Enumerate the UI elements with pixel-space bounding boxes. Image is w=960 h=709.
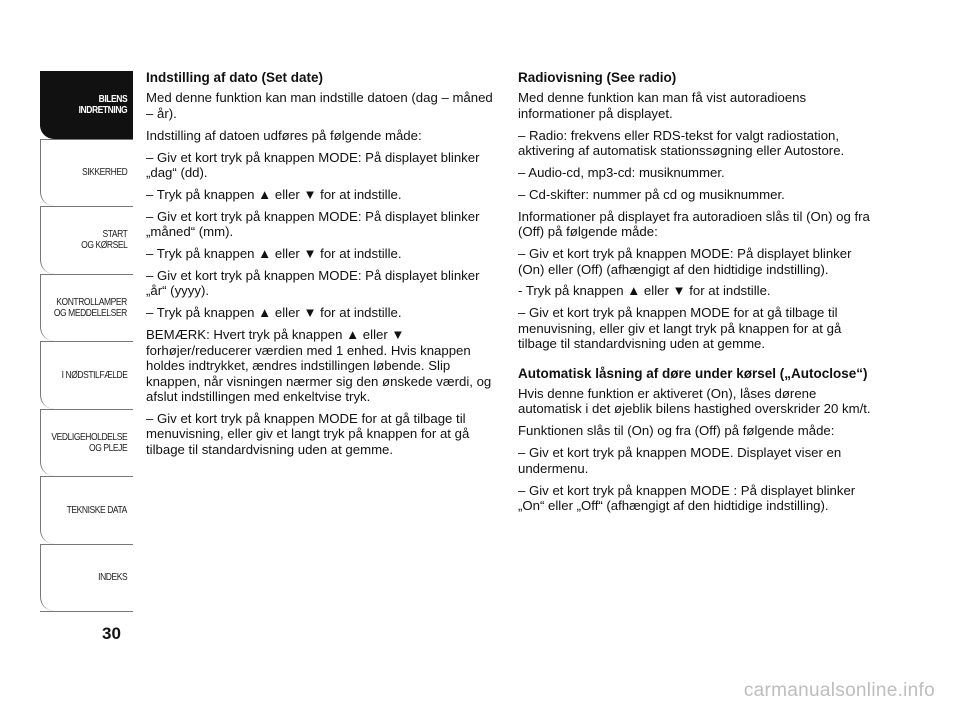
right-column	[518, 70, 874, 520]
section-heading-set-date: Indstilling af dato (Set date)	[146, 70, 324, 85]
paragraph: – Cd-skifter: nummer på cd og musiknummer.	[518, 186, 785, 202]
tab-start-og-korsel[interactable]	[40, 206, 133, 274]
tab-label: INDEKS	[97, 572, 127, 584]
paragraph: – Giv et kort tryk på knappen MODE for at gå tilbage til menuvisning, eller giv et langt tryk på knappen for at gå tilbage til standardvisning uden at gemme.	[518, 305, 842, 352]
tab-label: TEKNISKE DATA	[66, 504, 127, 516]
paragraph: – Giv et kort tryk på knappen MODE: På displayet blinker (On) eller (Off) (afhængigt af den hidtidige indstilling).	[518, 246, 852, 277]
paragraph: – Giv et kort tryk på knappen MODE: På displayet blinker „måned“ (mm).	[146, 208, 480, 240]
watermark: carmanualsonline.info	[743, 680, 935, 701]
paragraph: – Giv et kort tryk på knappen MODE : På displayet blinker „On“ eller „Off“ (afhængigt af den hidtidige indstilling).	[518, 482, 856, 513]
page-number: 30	[102, 624, 121, 643]
tab-bilens-indretning[interactable]	[40, 71, 133, 139]
paragraph: Med denne funktion kan man få vist autoradioens informationer på displayet.	[518, 90, 807, 121]
left-column	[146, 70, 498, 464]
paragraph: Funktionen slås til (On) og fra (Off) på følgende måde:	[518, 423, 835, 439]
paragraph: – Giv et kort tryk på knappen MODE for at gå tilbage til menuvisning, eller giv et langt tryk på knappen for at gå tilbage til standardvisning uden at gemme.	[146, 410, 470, 457]
paragraph: Informationer på displayet fra autoradioen slås til (On) og fra (Off) på følgende måde:	[518, 208, 870, 240]
paragraph: - Tryk på knappen ▲ eller ▼ for at indstille.	[518, 283, 771, 299]
tab-label: START OG KØRSEL	[80, 229, 127, 252]
paragraph: Med denne funktion kan man indstille datoen (dag – måned – år).	[146, 90, 493, 121]
tab-label: KONTROLLAMPER OG MEDDELELSER	[54, 296, 127, 319]
note-paragraph: BEMÆRK: Hvert tryk på knappen ▲ eller ▼ forhøjer/reducerer værdien med 1 enhed. Hvis knappen holdes indtrykket, ændres indstillingen løbende. Slip knappen, når visningen nærmer sig den ønskede værdi, og afslut indstillingen med enkeltvise tryk.	[146, 327, 492, 404]
section-heading-see-radio: Radiovisning (See radio)	[518, 70, 677, 85]
paragraph: Hvis denne funktion er aktiveret (On), låses dørene automatisk i det øjeblik bilens hastighed overskrider 20 km/t.	[518, 386, 871, 417]
tab-vedligeholdelse[interactable]	[40, 409, 133, 477]
tab-tekniske-data[interactable]	[40, 476, 133, 544]
paragraph: Indstilling af datoen udføres på følgende måde:	[146, 127, 422, 143]
tab-label: SIKKERHED	[81, 167, 127, 179]
tab-label: VEDLIGEHOLDELSE OG PLEJE	[51, 431, 127, 454]
tab-sikkerhed[interactable]	[40, 139, 133, 207]
paragraph: – Audio-cd, mp3-cd: musiknummer.	[518, 165, 725, 181]
chapter-tabs	[40, 71, 133, 611]
paragraph: – Giv et kort tryk på knappen MODE: På displayet blinker „år“ (yyyy).	[146, 268, 480, 299]
paragraph: – Tryk på knappen ▲ eller ▼ for at indstille.	[146, 186, 402, 202]
tabs-divider	[40, 611, 133, 612]
tab-label: I NØDSTILFÆLDE	[61, 369, 127, 381]
paragraph: – Tryk på knappen ▲ eller ▼ for at indstille.	[146, 305, 402, 321]
paragraph: – Radio: frekvens eller RDS-tekst for valgt radiostation, aktivering af automatisk stationssøgning eller Autostore.	[518, 127, 845, 159]
tab-kontrollamper[interactable]	[40, 274, 133, 342]
section-heading-autoclose: Automatisk låsning af døre under kørsel („Autoclose“)	[518, 365, 868, 381]
tab-label: BILENS INDRETNING	[78, 94, 127, 117]
paragraph: – Giv et kort tryk på knappen MODE. Displayet viser en undermenu.	[518, 445, 842, 476]
paragraph: – Tryk på knappen ▲ eller ▼ for at indstille.	[146, 246, 402, 262]
tab-indeks[interactable]	[40, 544, 133, 612]
paragraph: – Giv et kort tryk på knappen MODE: På displayet blinker „dag“ (dd).	[146, 149, 480, 181]
tab-i-nodstilfaelde[interactable]	[40, 341, 133, 409]
